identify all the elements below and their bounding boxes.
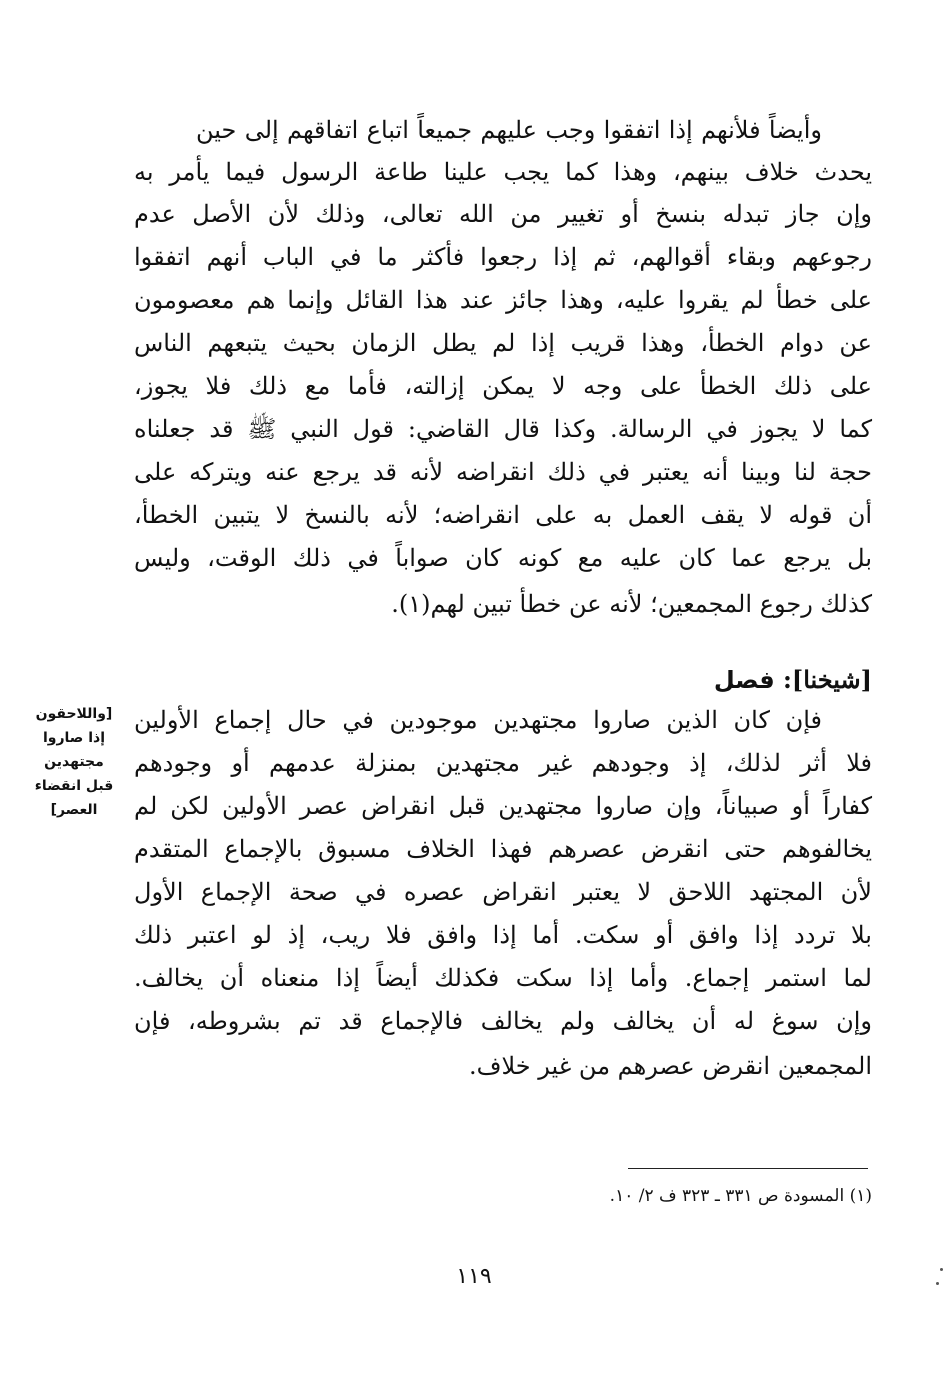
text-line: وأيضاً فلأنهم إذا اتفقوا وجب عليهم جميعاً اتباع اتفاقهم إلى حين — [196, 116, 822, 144]
margin-note-line: العصر] — [50, 802, 98, 818]
text-line: كذلك رجوع المجمعين؛ لأنه عن خطأ تبين لهم(١). — [391, 590, 872, 618]
text-line: فلا أثر لذلك، إذ وجودهم غير مجتهدين بمنزلة عدمهم أو وجودهم — [134, 749, 872, 777]
margin-note-line: إذا صاروا — [42, 730, 105, 746]
text-line: لما استمر إجماع. وأما إذا سكت فكذلك أيضاً إذا منعناه أن يخالف. — [134, 964, 872, 992]
text-line: عن دوام الخطأ، وهذا قريب إذا لم يطل الزمان بحيث يتبعهم الناس — [134, 329, 872, 357]
footnote-divider — [628, 1168, 868, 1169]
section-heading — [714, 660, 872, 700]
text-line: كفاراً أو صبياناً، وإن صاروا مجتهدين قبل انقراض عصر الأولين لكن لم — [134, 792, 872, 820]
text-line: على خطأ لم يقروا عليه، وهذا جائز عند هذا القائل وإنما هم معصومون — [134, 286, 872, 314]
text-line: رجوعهم وبقاء أقوالهم، ثم إذا رجعوا فأكثر ما في الباب أنهم اتفقوا — [134, 243, 872, 271]
heading-title: فصل — [713, 666, 775, 694]
text-line: كما لا يجوز في الرسالة. وكذا قال القاضي: قول النبي ﷺ قد جعلناه — [134, 415, 872, 443]
margin-note-line: مجتهدين — [44, 754, 104, 770]
text-line: المجمعين انقرض عصرهم من غير خلاف. — [468, 1052, 872, 1080]
text-line: حجة لنا وبينا أنه يعتبر في ذلك انقراضه لأنه قد يرجع عنه ويتركه على — [134, 458, 872, 486]
text-line: وإن جاز تبدله بنسخ أو تغيير من الله تعالى، وذلك لأن الأصل عدم — [134, 200, 872, 228]
scan-speck — [936, 1282, 939, 1285]
text-line: لأن المجتهد اللاحق لا يعتبر انقراض عصره في صحة الإجماع الأول — [134, 878, 872, 906]
text-line: يحدث خلاف بينهم، وهذا كما يجب علينا طاعة الرسول فيما يأمر به — [134, 158, 872, 186]
margin-note — [26, 702, 122, 822]
footnote: (١) المسودة ص ٣٣١ ـ ٣٢٣ ف ٢/ ١٠. — [609, 1186, 872, 1206]
text-line: أن قوله لا يقف العمل به على انقراضه؛ لأنه بالنسخ لا يتبين الخطأ، — [134, 501, 872, 529]
text-line: بلا تردد إذا وافق أو سكت. أما إذا وافق فلا ريب، إذ لو اعتبر ذلك — [134, 921, 872, 949]
heading-prefix: [شيخنا]: — [783, 665, 872, 694]
text-line: بل يرجع عما كان عليه مع كونه كان صواباً في ذلك الوقت، وليس — [134, 544, 872, 572]
text-line: فإن كان الذين صاروا مجتهدين موجودين في حال إجماع الأولين — [134, 706, 822, 734]
text-line: على ذلك الخطأ على وجه لا يمكن إزالته، فأما مع ذلك فلا يجوز، — [134, 372, 872, 400]
scan-speck — [940, 1268, 943, 1271]
margin-note-line: [واللاحقون — [35, 706, 113, 722]
text-line: وإن سوغ له أن يخالف ولم يخالف فالإجماع قد تم بشروطه، فإن — [134, 1007, 872, 1035]
text-line: يخالفوهم حتى انقرض عصرهم فهذا الخلاف مسبوق بالإجماع المتقدم — [134, 835, 872, 863]
margin-note-line: قبل انقضاء — [34, 778, 114, 794]
page-number: ١١٩ — [456, 1264, 492, 1289]
